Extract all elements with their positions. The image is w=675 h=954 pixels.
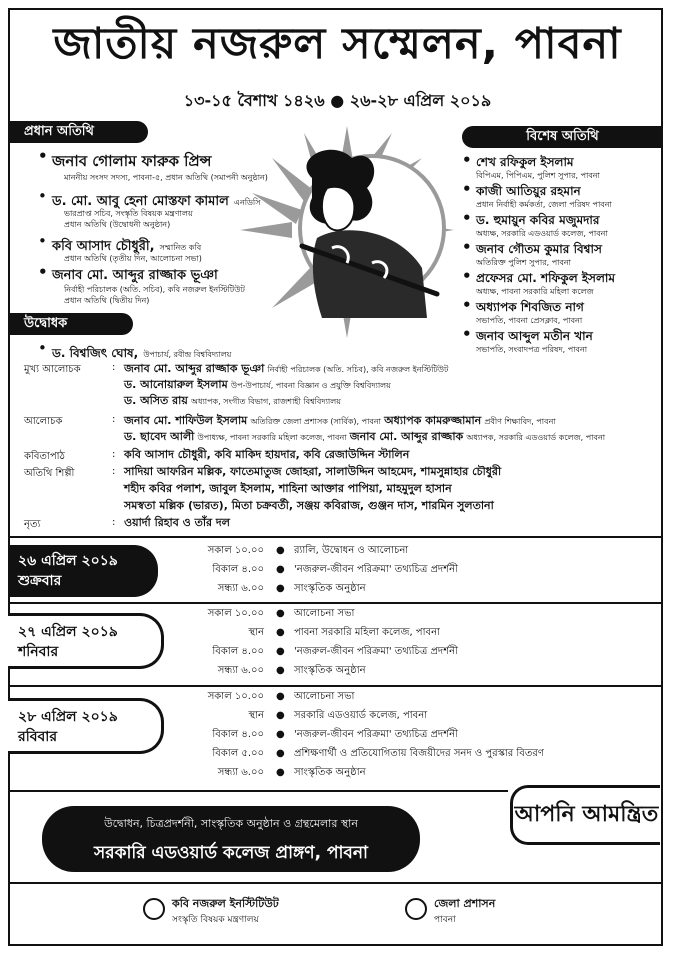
chief-guest-4-detail2: প্রধান অতিথি (দ্বিতীয় দিন) — [64, 296, 150, 305]
poster-title: জাতীয় নজরুল সম্মেলন, পাবনা — [53, 19, 622, 69]
inaugurator-name: ড. বিশ্বজিৎ ঘোষ, — [52, 346, 139, 360]
day-2-schedule — [178, 605, 648, 681]
special-guest-1-detail: বিপিএম, পিপিএম, পুলিশ সুপার, পাবনা — [476, 171, 600, 180]
discussant-line-2 — [124, 430, 605, 444]
special-guest-3-name: • ড. হুমায়ুন কবির মজুমদার — [476, 212, 600, 232]
special-guest-6-detail: সভাপতি, পাবনা প্রেসক্লাব, পাবনা — [476, 316, 583, 325]
discussant-2-detail: প্রবীণ শিক্ষাবিদ, পাবনা — [484, 417, 556, 426]
dot-separator: ● — [330, 91, 350, 110]
org-2-name: জেলা প্রশাসন — [434, 897, 496, 910]
chief-guest-2-detail2: প্রধান অতিথি (উদ্বোধনী অনুষ্ঠান) — [64, 220, 171, 229]
special-guest-5-detail: অধ্যক্ষ, পাবনা সরকারি মহিলা কলেজ — [476, 287, 594, 296]
schedule-row — [178, 688, 648, 706]
bullet-dot: ● — [276, 583, 285, 594]
schedule-row — [178, 624, 648, 642]
event-dates — [20, 88, 655, 115]
special-guest-2-detail: প্রধান নির্বাহী কর্মকর্তা, জেলা পরিষদ পাবনা — [476, 200, 612, 209]
schedule-event: সরকারি এডওয়ার্ড কলেজ, পাবনা — [294, 710, 428, 721]
guest-artists-line-2: শহীদ কবির পলাশ, জাবুল ইসলাম, শাহিনা আক্তার পাপিয়া, মাহমুদুল হাসান — [124, 482, 452, 495]
schedule-event: প্রশিক্ষণার্থী ও প্রতিযোগিতায় বিজয়ীদের সনদ ও পুরস্কার বিতরণ — [294, 748, 544, 759]
divider — [8, 790, 508, 792]
district-administration-logo-icon — [405, 898, 427, 920]
chief-guest-2-detail: ভারপ্রাপ্ত সচিব, সংস্কৃতি বিষয়ক মন্ত্রণালয় — [64, 209, 193, 218]
discussant-4-name: জনাব মো. আব্দুর রাজ্জাক — [349, 430, 464, 443]
discussant-1-name: জনাব মো. শাফিউল ইসলাম — [124, 414, 248, 427]
discussant-2-name: অধ্যাপক কামরুজ্জামান — [384, 414, 482, 427]
day-3-label — [8, 698, 164, 754]
divider — [8, 882, 663, 884]
venue-banner — [42, 806, 420, 872]
colon: : — [112, 362, 116, 373]
main-speaker-3 — [124, 394, 341, 408]
special-guest-4-detail: অতিরিক্ত পুলিশ সুপার, পাবনা — [476, 258, 571, 267]
schedule-row — [178, 542, 648, 560]
schedule-event: আলোচনা সভা — [294, 608, 355, 619]
schedule-row — [178, 726, 648, 744]
main-speaker-1-name: জনাব মো. আব্দুর রাজ্জাক ভূঞা — [124, 362, 265, 375]
schedule-time: স্থান — [248, 710, 264, 721]
day-2-label — [8, 613, 164, 669]
divider — [8, 685, 663, 687]
schedule-event: 'নজরুল-জীবন পরিক্রমা' তথ্যচিত্র প্রদর্শনী — [294, 564, 458, 575]
discussant-3-detail: উপাধ্যক্ষ, পাবনা সরকারি মহিলা কলেজ, পাবনা — [197, 433, 347, 442]
special-guest-2-name: • কাজী আতিয়ুর রহমান — [476, 183, 581, 203]
guest-artists-line-1: সাদিয়া আফরিন মল্লিক, ফাতেমাতুজ জোহরা, সালাউদ্দিন আহমেদ, শামসুন্নাহার চৌধুরী — [124, 465, 502, 478]
guest-artists-label: অতিথি শিল্পী — [24, 468, 75, 479]
bullet-dot: ● — [276, 748, 285, 759]
main-speaker-1 — [124, 362, 448, 376]
schedule-row — [178, 605, 648, 623]
org-1-name: কবি নজরুল ইনস্টিটিউট — [172, 897, 279, 910]
schedule-time: বিকাল ৫.০০ — [212, 748, 264, 759]
day-2-weekday: শনিবার — [18, 644, 59, 660]
main-speaker-label: মুখ্য আলোচক — [24, 364, 81, 375]
colon: : — [112, 466, 116, 477]
bullet-dot: ● — [276, 608, 285, 619]
recitation-value: কবি আসাদ চৌধুরী, কবি মাকিদ হায়দার, কবি রেজাউদ্দিন স্টালিন — [124, 448, 410, 461]
schedule-event: সাংস্কৃতিক অনুষ্ঠান — [294, 767, 366, 778]
discussant-4-detail: অধ্যাপক, সরকারি এডওয়ার্ড কলেজ, পাবনা — [466, 433, 606, 442]
org-2-sub: পাবনা — [434, 915, 456, 925]
schedule-time: সন্ধ্যা ৬.০০ — [217, 767, 264, 778]
schedule-event: সাংস্কৃতিক অনুষ্ঠান — [294, 665, 366, 676]
bullet-dot: ● — [276, 691, 285, 702]
main-speaker-2 — [124, 378, 391, 392]
schedule-time: সকাল ১০.০০ — [207, 545, 264, 556]
bullet-dot: ● — [276, 767, 285, 778]
portrait-face — [322, 187, 355, 231]
bullet-dot: ● — [276, 710, 285, 721]
chief-guest-3-detail: প্রধান অতিথি (তৃতীয় দিন, আলোচনা সভা) — [64, 254, 202, 263]
schedule-event: পাবনা সরকারি মহিলা কলেজ, পাবনা — [294, 627, 440, 638]
venue-location: সরকারি এডওয়ার্ড কলেজ প্রাঙ্গণ, পাবনা — [94, 843, 368, 863]
special-guest-7-detail: সভাপতি, সংবাদপত্র পরিষদ, পাবনা — [476, 345, 588, 354]
schedule-row — [178, 643, 648, 661]
nazrul-institute-logo-icon — [143, 898, 165, 920]
main-speaker-3-name: ড. অসিত রায় — [124, 394, 188, 407]
chief-guest-3-name: কবি আসাদ চৌধুরী, — [52, 239, 155, 254]
schedule-row — [178, 707, 648, 725]
chief-guest-4-detail: নির্বাহী পরিচালক (অতি. সচিব), কবি নজরুল ইনস্টিটিউট — [64, 285, 245, 294]
special-guest-3-detail: অধ্যক্ষ, সরকারি এডওয়ার্ড কলেজ, পাবনা — [476, 229, 608, 238]
chief-guest-4-name: • জনাব মো. আব্দুর রাজ্জাক ভূঞা — [52, 266, 218, 287]
guest-artists-line-3: সমস্বতা মল্লিক (ভারত), মিতা চক্রবর্তী, সঞ্জয় কবিরাজ, গুঞ্জন দাস, শারমিন সুলতানা — [124, 499, 494, 512]
main-speaker-2-name: ড. আনোয়ারুল ইসলাম — [124, 378, 228, 391]
bullet-dot: ● — [276, 627, 285, 638]
bullet-dot: ● — [276, 665, 285, 676]
schedule-event: 'নজরুল-জীবন পরিক্রমা' তথ্যচিত্র প্রদর্শনী — [294, 729, 458, 740]
schedule-event: আলোচনা সভা — [294, 691, 355, 702]
schedule-time: সন্ধ্যা ৬.০০ — [217, 665, 264, 676]
special-guest-1-name: • শেখ রফিকুল ইসলাম — [476, 154, 574, 174]
schedule-row — [178, 764, 648, 782]
colon: : — [112, 449, 116, 460]
chief-guest-1-detail: মাননীয় সংসদ সদস্য, পাবনা-৫, প্রধান অতিথি (সমাপনী অনুষ্ঠান) — [64, 173, 268, 182]
schedule-time: বিকাল ৪.০০ — [212, 564, 264, 575]
main-speaker-3-detail: অধ্যাপক, সংগীত বিভাগ, রাজশাহী বিশ্ববিদ্যালয় — [191, 397, 341, 406]
inaugurator-detail: উপাচার্য, রবীন্দ্র বিশ্ববিদ্যালয় — [143, 350, 232, 359]
main-speaker-2-detail: উপ-উপাচার্য, পাবনা বিজ্ঞান ও প্রযুক্তি বিশ্ববিদ্যালয় — [230, 381, 391, 390]
chief-guest-heading: প্রধান অতিথি — [8, 121, 148, 143]
divider — [8, 536, 663, 538]
discussant-1-detail: অতিরিক্ত জেলা প্রশাসক (সার্বিক), পাবনা — [250, 417, 381, 426]
colon: : — [112, 414, 116, 425]
chief-guest-1-name: • জনাব গোলাম ফারুক প্রিন্স — [52, 150, 211, 175]
date-gregorian: ২৬-২৮ এপ্রিল ২০১৯ — [349, 91, 492, 110]
special-guest-4-name: • জনাব গৌতম কুমার বিশ্বাস — [476, 241, 602, 261]
discussant-3-name: ড. ছাবেদ আলী — [124, 430, 195, 443]
schedule-time: বিকাল ৪.০০ — [212, 646, 264, 657]
discussant-label: আলোচক — [24, 416, 63, 427]
day-1-schedule — [178, 542, 648, 598]
schedule-row — [178, 561, 648, 579]
bullet-dot: ● — [276, 729, 285, 740]
recitation-label: কবিতাপাঠ — [24, 451, 65, 462]
discussant-line-1 — [124, 414, 556, 428]
day-3-date: ২৮ এপ্রিল ২০১৯ — [18, 709, 118, 725]
chief-guest-2-name: ড. মো. আবু হেনা মোস্তফা কামাল — [52, 194, 229, 209]
day-3-weekday: রবিবার — [18, 729, 58, 745]
schedule-time: সকাল ১০.০০ — [207, 608, 264, 619]
schedule-row — [178, 580, 648, 598]
divider — [8, 602, 663, 604]
schedule-time: বিকাল ৪.০০ — [212, 729, 264, 740]
chief-guest-3-suffix: সম্মানিত কবি — [159, 243, 202, 252]
day-1-label — [8, 545, 158, 597]
day-1-date: ২৬ এপ্রিল ২০১৯ — [18, 553, 118, 569]
day-3-schedule — [178, 688, 648, 783]
schedule-time: সকাল ১০.০০ — [207, 691, 264, 702]
special-guest-5-name: • প্রফেসর মো. শফিকুল ইসলাম — [476, 270, 615, 290]
invitation-badge: আপনি আমন্ত্রিত — [510, 785, 660, 845]
dance-label: নৃত্য — [24, 519, 41, 530]
bullet-dot: ● — [276, 646, 285, 657]
schedule-event: সাংস্কৃতিক অনুষ্ঠান — [294, 583, 366, 594]
bullet-dot: ● — [276, 545, 285, 556]
chief-guest-2-suffix: এনডিসি — [233, 198, 261, 207]
venue-caption: উদ্বোধন, চিত্রপ্রদর্শনী, সাংস্কৃতিক অনুষ্ঠান ও গ্রন্থমেলার স্থান — [104, 817, 358, 830]
dance-value: ওয়ার্দা রিহাব ও তাঁর দল — [124, 516, 230, 529]
special-guest-heading: বিশেষ অতিথি — [462, 126, 663, 148]
inaugurator-heading: উদ্বোধক — [8, 313, 133, 335]
org-1-sub: সংস্কৃতি বিষয়ক মন্ত্রণালয় — [172, 915, 259, 925]
day-2-date: ২৭ এপ্রিল ২০১৯ — [18, 624, 118, 640]
schedule-event: র‍্যালি, উদ্বোধন ও আলোচনা — [294, 545, 409, 556]
schedule-event: 'নজরুল-জীবন পরিক্রমা' তথ্যচিত্র প্রদর্শনী — [294, 646, 458, 657]
special-guest-6-name: • অধ্যাপক শিবজিত নাগ — [476, 299, 584, 319]
day-1-weekday: শুক্রবার — [18, 573, 62, 589]
bullet-dot: ● — [276, 564, 285, 575]
schedule-row — [178, 745, 648, 763]
nazrul-portrait-illustration — [232, 118, 462, 343]
date-bengali-calendar: ১৩-১৫ বৈশাখ ১৪২৬ — [183, 91, 325, 110]
main-speaker-1-detail: নির্বাহী পরিচালক (অতি. সচিব), কবি নজরুল ইনস্টিটিউট — [267, 365, 449, 374]
special-guest-7-name: • জনাব আব্দুল মতীন খান — [476, 328, 593, 348]
colon: : — [112, 517, 116, 528]
schedule-row — [178, 662, 648, 680]
schedule-time: সন্ধ্যা ৬.০০ — [217, 583, 264, 594]
schedule-time: স্থান — [248, 627, 264, 638]
